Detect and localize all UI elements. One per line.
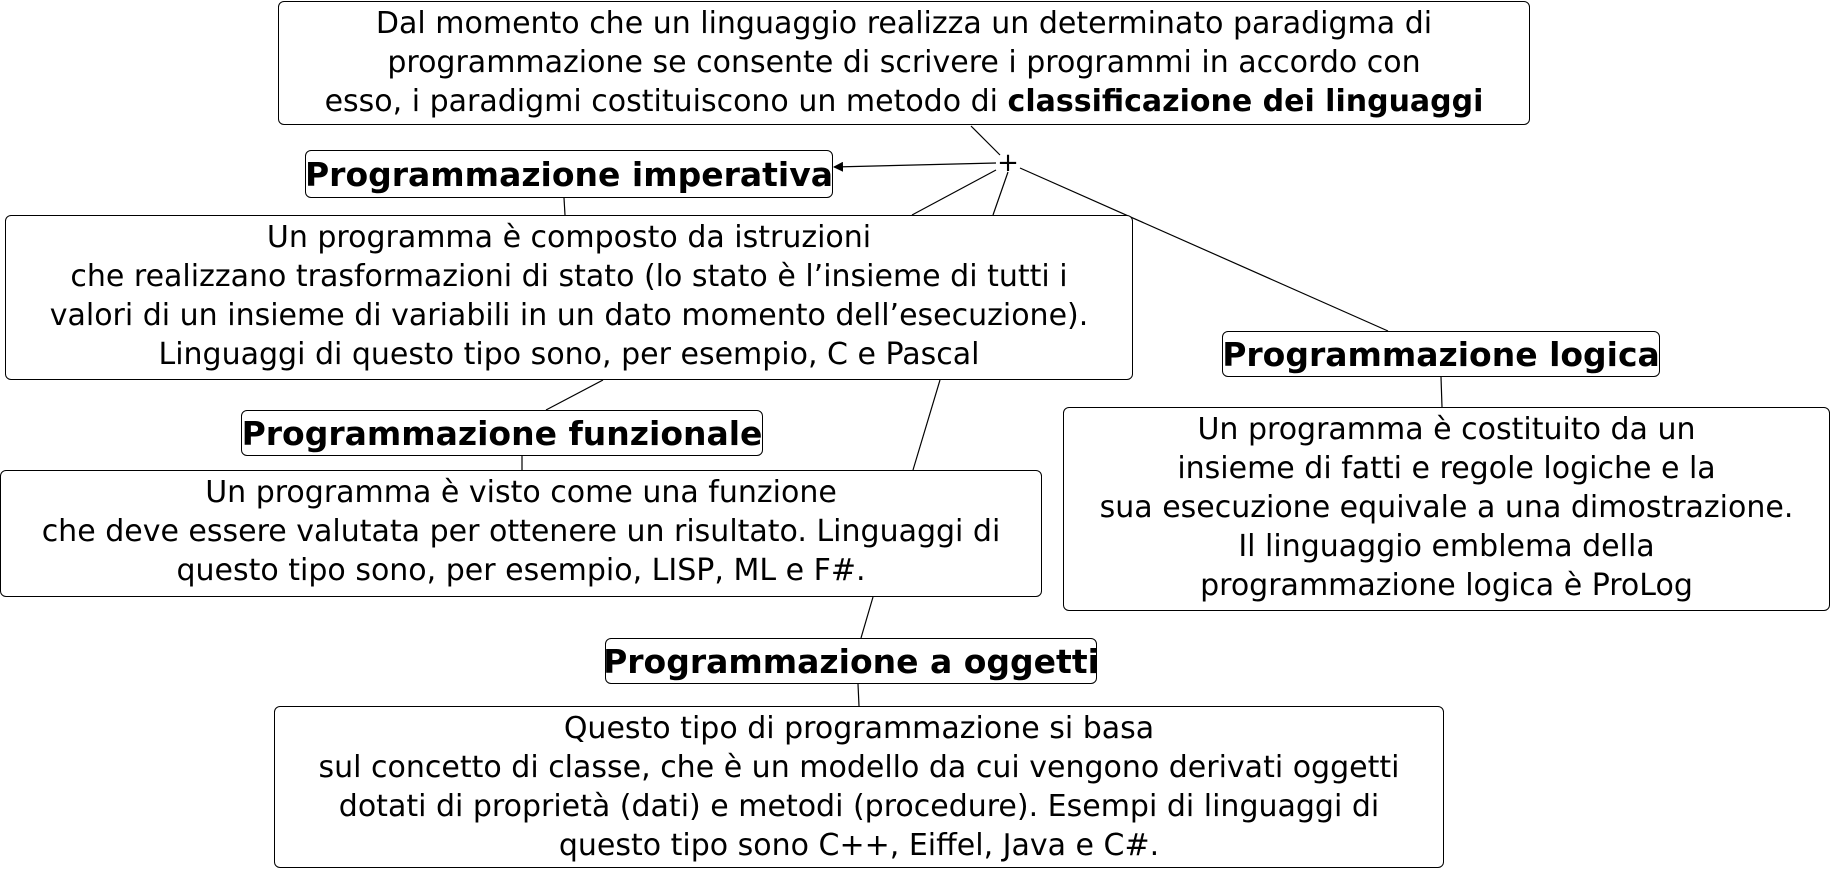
oggetti-desc-line-1: Questo tipo di programmazione si basa — [563, 711, 1155, 746]
root-line-3-bold: classificazione dei linguaggi — [1007, 84, 1484, 119]
logica-desc-line-1: Un programma è costituito da un — [1197, 412, 1696, 447]
funzionale-desc-line-3: questo tipo sono, per esempio, LISP, ML e F#. — [176, 553, 866, 588]
edge-imperativa-funzionale — [546, 380, 603, 410]
oggetti-title-node: Programmazione a oggetti — [605, 638, 1097, 684]
imperativa-desc-node — [5, 215, 1133, 380]
root-line-2: programmazione se consente di scrivere i programmi in accordo con — [387, 45, 1421, 80]
root-node — [278, 1, 1530, 125]
edge-logica-title-desc — [1441, 377, 1442, 407]
edge-hub-imperativa-desc — [912, 170, 996, 215]
root-line-3-prefix: esso, i paradigmi costituiscono un metodo di — [324, 84, 1008, 119]
imperativa-desc-line-1: Un programma è composto da istruzioni — [266, 220, 872, 255]
logica-desc-line-2: insieme di fatti e regole logiche e la — [1177, 451, 1716, 486]
edge-funzionale-oggetti — [861, 597, 873, 638]
imperativa-title-node: Programmazione imperativa — [305, 150, 833, 198]
root-line-1: Dal momento che un linguaggio realizza un determinato paradigma di — [375, 6, 1433, 41]
logica-desc-line-4: Il linguaggio emblema della — [1238, 529, 1655, 564]
edge-hub-imperativa — [834, 163, 996, 167]
junction-plus: + — [997, 148, 1019, 178]
funzionale-desc-line-1: Un programma è visto come una funzione — [205, 475, 837, 510]
funzionale-desc-node — [0, 470, 1042, 597]
logica-title-node: Programmazione logica — [1222, 331, 1660, 377]
funzionale-title-node: Programmazione funzionale — [241, 410, 763, 456]
edge-oggetti-title-desc — [858, 684, 859, 706]
logica-desc-line-3: sua esecuzione equivale a una dimostrazione. — [1099, 490, 1794, 525]
oggetti-desc-line-3: dotati di proprietà (dati) e metodi (procedure). Esempi di linguaggi di — [338, 789, 1380, 824]
edge-imperativa-oggetti — [913, 380, 940, 470]
root-line-3 — [279, 82, 1529, 121]
imperativa-desc-line-4: Linguaggi di questo tipo sono, per esempio, C e Pascal — [158, 337, 980, 372]
imperativa-desc-line-2: che realizzano trasformazioni di stato (lo stato è l’insieme di tutti i — [70, 259, 1068, 294]
oggetti-desc-line-2: sul concetto di classe, che è un modello da cui vengono derivati oggetti — [318, 750, 1400, 785]
logica-desc-line-5: programmazione logica è ProLog — [1200, 568, 1693, 603]
edge-hub-funzionale — [993, 172, 1008, 215]
imperativa-desc-line-3: valori di un insieme di variabili in un dato momento dell’esecuzione). — [49, 298, 1089, 333]
edge-imperativa-title-desc — [564, 198, 565, 215]
funzionale-desc-line-2: che deve essere valutata per ottenere un risultato. Linguaggi di — [41, 514, 1001, 549]
logica-desc-node — [1063, 407, 1830, 611]
oggetti-desc-line-4: questo tipo sono C++, Eiffel, Java e C#. — [558, 828, 1160, 863]
oggetti-desc-node — [274, 706, 1444, 868]
